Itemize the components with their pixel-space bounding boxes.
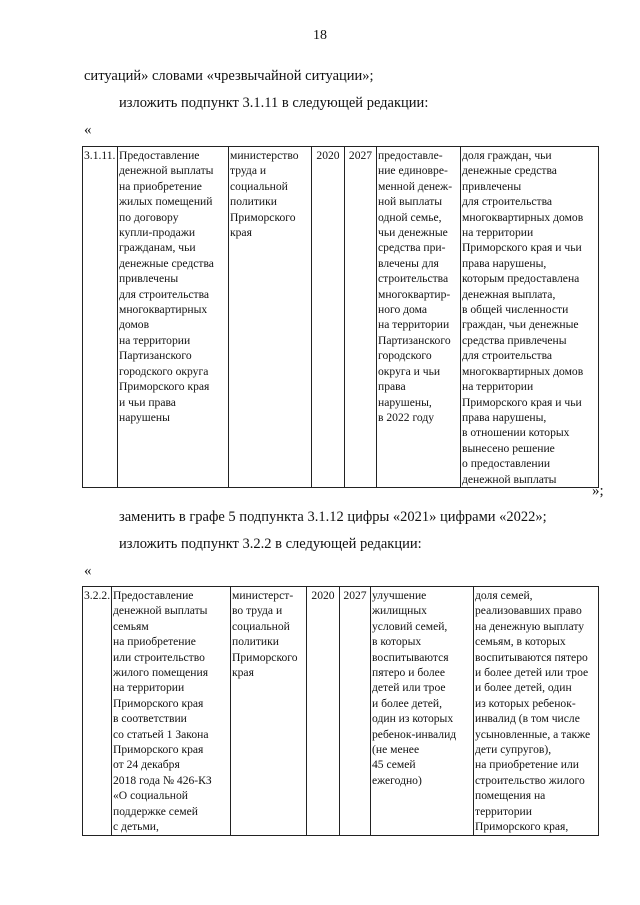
cell-text-line: Приморского <box>230 210 296 224</box>
cell-text-line: условий семей, <box>372 619 448 633</box>
cell-text-line: Партизанского <box>119 349 192 363</box>
cell-text-line: средства привлечены <box>462 333 567 347</box>
cell-text-line: права нарушены, <box>462 256 547 270</box>
year-end-cell: 2027 <box>345 147 377 488</box>
cell-text-line: помещения на <box>475 789 546 803</box>
cell-text-line: детей или трое <box>372 681 446 695</box>
activity-cell <box>112 587 231 836</box>
cell-text-line: воспитываются <box>372 650 449 664</box>
cell-text-line: политики <box>230 195 277 209</box>
cell-text-line: министерст- <box>232 589 294 602</box>
cell-text-line: от 24 декабря <box>113 758 180 772</box>
cell-text-line: или строительство <box>113 650 205 664</box>
cell-text-line: многоквартирных домов <box>462 364 584 378</box>
cell-text-line: Приморского <box>232 650 298 664</box>
cell-text-line: на приобретение или <box>475 758 579 772</box>
year-start-cell: 2020 <box>307 587 340 836</box>
cell-text-line: ребенок-инвалид <box>372 727 457 741</box>
cell-text-line: Приморского края и чьи <box>462 395 582 409</box>
cell-text-line: на территории <box>462 226 534 240</box>
cell-text-line: строительство жилого <box>475 773 585 787</box>
cell-text-line: доля граждан, чьи <box>462 149 552 162</box>
paragraph-text: изложить подпункт 3.2.2 в следующей редакции: <box>119 536 422 552</box>
page-number: 18 <box>313 28 327 43</box>
indicator-cell <box>461 147 599 488</box>
cell-text-line: граждан, чьи денежные <box>462 318 579 332</box>
cell-text-line: Партизанского <box>378 333 451 347</box>
cell-text-line: многоквартирных домов <box>462 210 584 224</box>
result-cell <box>371 587 474 836</box>
cell-text-line: Предоставление <box>119 149 200 162</box>
cell-text-line: доля семей, <box>475 589 533 602</box>
cell-text-line: семьям, в которых <box>475 635 566 649</box>
cell-text-line: городского <box>378 349 432 363</box>
cell-text-line: поддержке семей <box>113 804 198 818</box>
cell-text-line: Приморского края и чьи <box>462 241 582 255</box>
cell-text-line: в соответствии <box>113 712 187 726</box>
cell-text-line: менной денеж- <box>378 179 453 193</box>
cell-text-line: политики <box>232 635 279 649</box>
cell-text-line: со статьей 1 Закона <box>113 727 209 741</box>
cell-text-line: привлечены <box>462 179 522 193</box>
cell-text-line: денежной выплаты <box>119 164 214 178</box>
year-end-cell: 2027 <box>340 587 371 836</box>
cell-text-line: в отношении которых <box>462 426 570 440</box>
cell-text-line: по договору <box>119 210 179 224</box>
executor-cell <box>229 147 312 488</box>
paragraph-text: изложить подпункт 3.1.11 в следующей редакции: <box>119 95 429 111</box>
table-row <box>83 587 599 836</box>
cell-text-line: гражданам, чьи <box>119 241 196 255</box>
paragraph-text: заменить в графе 5 подпункта 3.1.12 цифры «2021» цифрами «2022»; <box>119 509 547 525</box>
cell-text-line: предоставле- <box>378 149 443 162</box>
cell-text-line: Приморского края <box>113 696 204 710</box>
cell-text-line: инвалид (в том числе <box>475 712 580 726</box>
cell-text-line: на территории <box>119 333 191 347</box>
cell-text-line: округа и чьи <box>378 364 441 378</box>
cell-text-line: привлечены <box>119 272 179 286</box>
cell-text-line: и более детей или трое <box>475 666 589 680</box>
cell-text-line: во труда и <box>232 604 283 618</box>
cell-text-line: городского округа <box>119 364 209 378</box>
cell-text-line: с детьми, <box>113 820 159 834</box>
cell-text-line: социальной <box>232 619 290 633</box>
cell-text-line: для строительства <box>462 349 553 363</box>
cell-text-line: территории <box>475 804 532 818</box>
cell-text-line: жилищных <box>372 604 427 618</box>
cell-text-line: нарушены, <box>378 395 432 409</box>
cell-text-line: в которых <box>372 635 422 649</box>
paragraph-text: ситуаций» словами «чрезвычайной ситуации»; <box>84 68 374 84</box>
cell-text-line: «О социальной <box>113 789 188 803</box>
cell-text-line: из которых ребенок- <box>475 696 576 710</box>
result-cell <box>377 147 461 488</box>
cell-text-line: (не менее <box>372 743 420 757</box>
cell-text-line: многоквартирных <box>119 303 208 317</box>
cell-text-line: улучшение <box>372 589 427 602</box>
cell-text-line: средства при- <box>378 241 446 255</box>
cell-text-line: труда и <box>230 164 267 178</box>
close-quote: »; <box>592 483 604 499</box>
cell-text-line: которым предоставлена <box>462 272 580 286</box>
cell-text-line: для строительства <box>119 287 210 301</box>
cell-text-line: денежные средства <box>462 164 557 178</box>
cell-text-line: реализовавших право <box>475 604 582 618</box>
open-quote: « <box>84 563 92 579</box>
cell-text-line: влечены для <box>378 256 439 270</box>
cell-text-line: купли-продажи <box>119 226 196 240</box>
cell-text-line: усыновленные, а также <box>475 727 591 741</box>
activity-cell <box>118 147 229 488</box>
cell-text-line: чьи денежные <box>378 226 448 240</box>
cell-text-line: ежегодно) <box>372 773 422 787</box>
table-subitem-3-1-11 <box>82 146 599 488</box>
indicator-cell <box>474 587 599 836</box>
year-start-cell: 2020 <box>312 147 345 488</box>
cell-text-line: в общей численности <box>462 303 569 317</box>
cell-text-line: и чьи права <box>119 395 176 409</box>
executor-cell <box>231 587 307 836</box>
cell-text-line: дети супругов), <box>475 743 552 757</box>
cell-text-line: о предоставлении <box>462 457 551 471</box>
cell-text-line: один из которых <box>372 712 454 726</box>
cell-text-line: Приморского края <box>113 743 204 757</box>
cell-text-line: на денежную выплату <box>475 619 585 633</box>
cell-text-line: края <box>232 666 254 680</box>
cell-text-line: одной семье, <box>378 210 442 224</box>
cell-text-line: для строительства <box>462 195 553 209</box>
cell-text-line: на территории <box>378 318 450 332</box>
cell-text-line: жилых помещений <box>119 195 213 209</box>
cell-text-line: министерство <box>230 149 299 162</box>
cell-text-line: в 2022 году <box>378 410 435 424</box>
cell-text-line: семьям <box>113 619 149 633</box>
cell-text-line: денежной выплаты <box>113 604 208 618</box>
cell-text-line: социальной <box>230 179 288 193</box>
cell-text-line: денежная выплата, <box>462 287 556 301</box>
subitem-code: 3.2.2. <box>83 587 112 836</box>
table-row <box>83 147 599 488</box>
cell-text-line: и более детей, один <box>475 681 572 695</box>
open-quote: « <box>84 122 92 138</box>
cell-text-line: и более детей, <box>372 696 442 710</box>
cell-text-line: Предоставление <box>113 589 194 602</box>
cell-text-line: 45 семей <box>372 758 416 772</box>
cell-text-line: ной выплаты <box>378 195 443 209</box>
cell-text-line: многоквартир- <box>378 287 451 301</box>
cell-text-line: нарушены <box>119 410 170 424</box>
cell-text-line: домов <box>119 318 150 332</box>
cell-text-line: 2018 года № 426-КЗ <box>113 773 212 787</box>
cell-text-line: жилого помещения <box>113 666 209 680</box>
cell-text-line: денежной выплаты <box>462 472 557 486</box>
cell-text-line: воспитываются пятеро <box>475 650 588 664</box>
cell-text-line: ние единовре- <box>378 164 448 178</box>
subitem-code: 3.1.11. <box>83 147 118 488</box>
cell-text-line: на приобретение <box>113 635 196 649</box>
cell-text-line: на территории <box>462 380 534 394</box>
cell-text-line: вынесено решение <box>462 441 555 455</box>
table-subitem-3-2-2 <box>82 586 599 836</box>
cell-text-line: ного дома <box>378 303 428 317</box>
cell-text-line: Приморского края <box>119 380 210 394</box>
cell-text-line: права нарушены, <box>462 410 547 424</box>
cell-text-line: на территории <box>113 681 185 695</box>
cell-text-line: строительства <box>378 272 449 286</box>
cell-text-line: Приморского края, <box>475 820 569 834</box>
cell-text-line: права <box>378 380 406 394</box>
cell-text-line: края <box>230 226 252 240</box>
cell-text-line: пятеро и более <box>372 666 445 680</box>
cell-text-line: на приобретение <box>119 179 202 193</box>
cell-text-line: денежные средства <box>119 256 214 270</box>
